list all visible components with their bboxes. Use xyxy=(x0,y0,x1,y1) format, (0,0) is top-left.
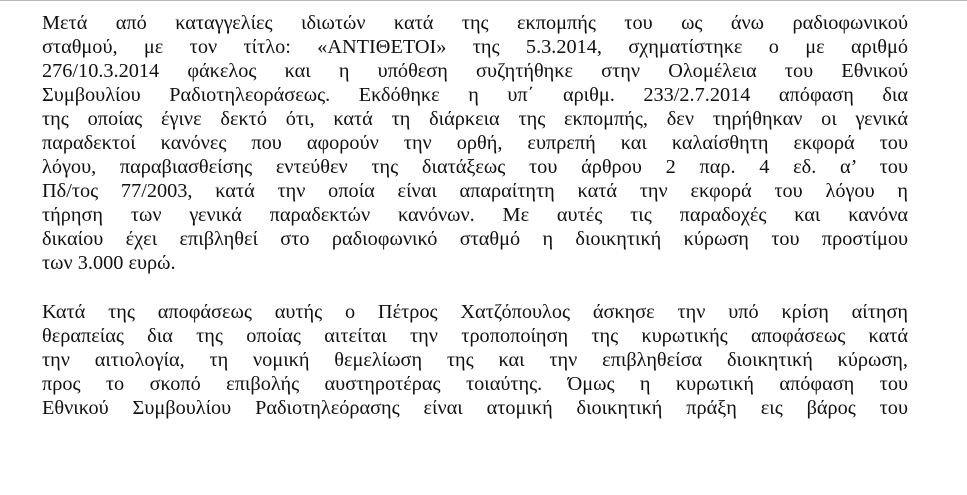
text-line: Εθνικού Συμβουλίου Ραδιοτηλεόρασης είναι ατομική διοικητική πράξη εις βάρος του xyxy=(42,396,908,419)
text-line: προς το σκοπό επιβολής αυστηροτέρας τοιαύτης. Όμως η κυρωτική απόφαση του xyxy=(42,372,908,395)
text-line: την αιτιολογία, τη νομική θεμελίωση της και την επιβληθείσα διοικητική κύρωση, xyxy=(42,348,908,371)
text-line: παραδεκτοί κανόνες που αφορούν την ορθή, ευπρεπή και καλαίσθητη εκφορά του xyxy=(42,132,908,155)
paragraph-complaint-decision xyxy=(42,11,908,276)
text-line: τήρηση των γενικά παραδεκτών κανόνων. Με αυτές τις παραδοχές και κανόνα xyxy=(42,204,908,227)
text-line: Μετά από καταγγελίες ιδιωτών κατά της εκπομπής του ως άνω ραδιοφωνικού xyxy=(42,12,908,34)
text-line: Συμβουλίου Ραδιοτηλεοράσεως. Εκδόθηκε η υπ΄ αριθμ. 233/2.7.2014 απόφαση δια xyxy=(42,84,908,107)
text-line: 276/10.3.2014 φάκελος και η υπόθεση συζητήθηκε στην Ολομέλεια του Εθνικού xyxy=(42,60,908,83)
text-line: θεραπείας δια της οποίας αιτείται την τροποποίηση της κυρωτικής αποφάσεως κατά xyxy=(42,324,908,347)
text-line: των 3.000 ευρώ. xyxy=(42,252,176,275)
text-line: λόγου, παραβιασθείσης εντεύθεν της διατάξεως του άρθρου 2 παρ. 4 εδ. α’ του xyxy=(42,156,908,179)
text-line: Πδ/τος 77/2003, κατά την οποία είναι απαραίτητη κατά την εκφορά του λόγου η xyxy=(42,180,908,203)
text-line: της οποίας έγινε δεκτό ότι, κατά τη διάρκεια της εκπομπής, δεν τηρήθηκαν οι γενικά xyxy=(42,108,908,131)
text-line: σταθμού, με τον τίτλο: «ΑΝΤΙΘΕΤΟΙ» της 5.3.2014, σχηματίστηκε ο με αριθμό xyxy=(42,36,908,59)
paragraph-remedy-application xyxy=(42,300,908,420)
text-line: δικαίου έχει επιβληθεί στο ραδιοφωνικό σταθμό η διοικητική κύρωση του προστίμου xyxy=(42,228,908,251)
document-body xyxy=(42,11,908,420)
text-line: Κατά της αποφάσεως αυτής ο Πέτρος Χατζόπουλος άσκησε την υπό κρίση αίτηση xyxy=(42,300,908,323)
page-top-border xyxy=(0,0,967,1)
